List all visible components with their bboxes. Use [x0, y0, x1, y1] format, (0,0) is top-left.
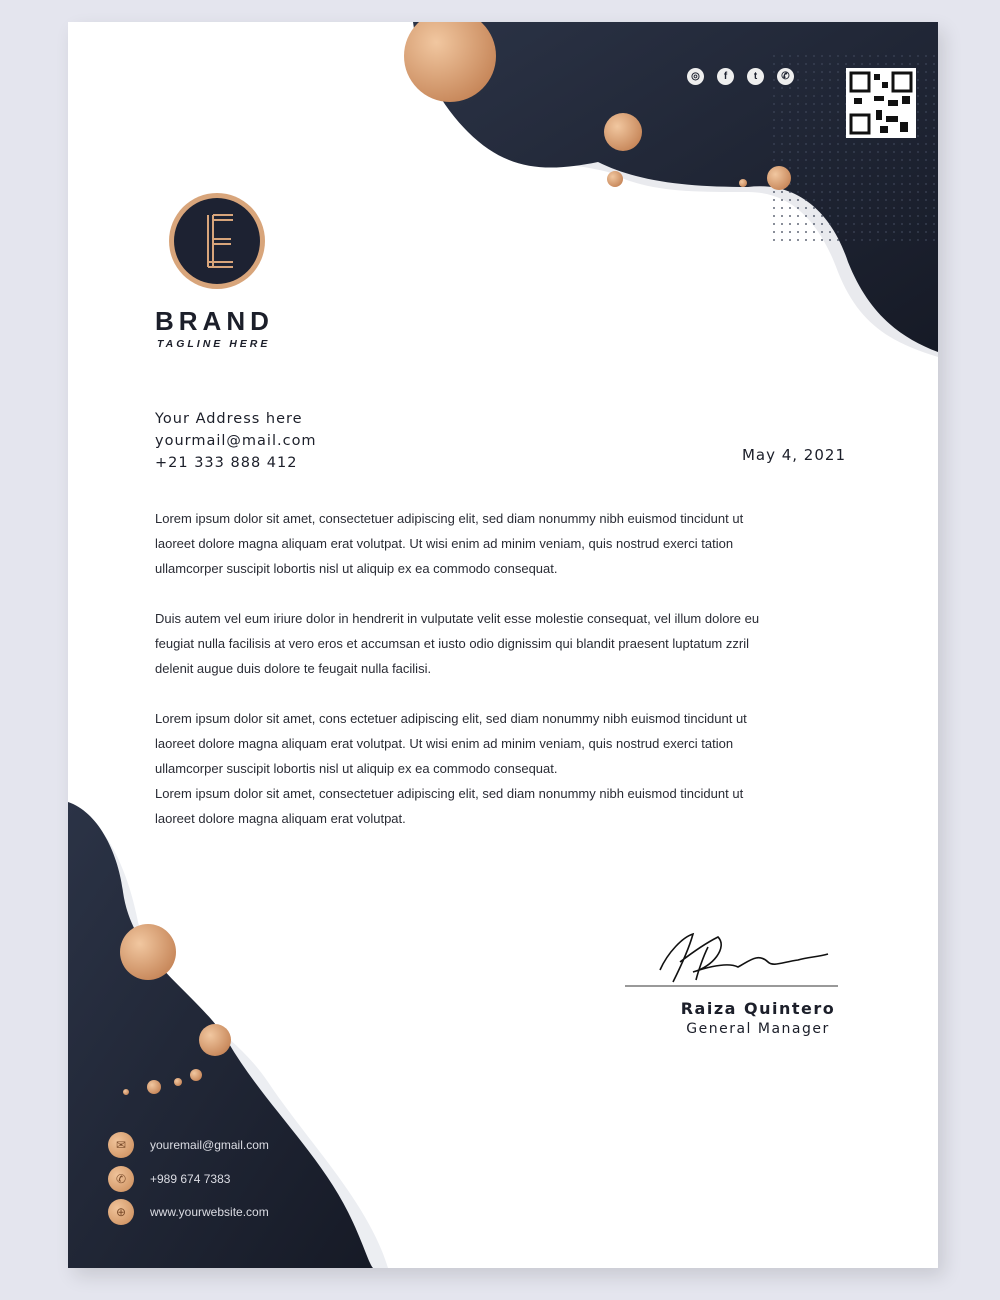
- social-icons: [687, 68, 794, 85]
- signatory-title: General Manager: [686, 1021, 830, 1037]
- signatory-name: Raiza Quintero: [680, 999, 836, 1018]
- body-line: Lorem ipsum dolor sit amet, consectetuer adipiscing elit, sed diam nonummy nibh euismod tincidunt ut: [155, 511, 744, 526]
- footer-website-text[interactable]: www.yourwebsite.com: [150, 1205, 269, 1219]
- footer-website: [108, 1199, 269, 1225]
- body-line: laoreet dolore magna aliquam erat volutpat. Ut wisi enim ad minim veniam, quis nostrud exerci tation: [155, 536, 734, 551]
- body-line: Lorem ipsum dolor sit amet, consectetuer adipiscing elit, sed diam nonummy nibh euismod tincidunt ut: [155, 786, 744, 801]
- paragraph: [155, 606, 855, 681]
- facebook-icon[interactable]: f: [717, 68, 734, 85]
- footer-phone: [108, 1166, 230, 1192]
- brand-name: BRAND: [155, 306, 274, 336]
- body-line: delenit augue duis dolore te feugait nulla facilisi.: [155, 661, 432, 676]
- footer-email-text[interactable]: youremail@gmail.com: [150, 1138, 269, 1152]
- letterhead-page: [68, 22, 938, 1268]
- signature: [660, 934, 828, 982]
- body-line: Lorem ipsum dolor sit amet, cons ectetuer adipiscing elit, sed diam nonummy nibh euismod tincidunt ut: [155, 711, 747, 726]
- sender-address: Your Address here: [155, 411, 303, 427]
- letter-body: [155, 506, 855, 856]
- sender-email: yourmail@mail.com: [155, 433, 317, 449]
- body-line: laoreet dolore magna aliquam erat volutpat. Ut wisi enim ad minim veniam, quis nostrud exerci tation: [155, 736, 734, 751]
- letter-date: May 4, 2021: [741, 446, 846, 464]
- globe-icon: ⊕: [108, 1199, 134, 1225]
- body-line: laoreet dolore magna aliquam erat volutpat.: [155, 811, 406, 826]
- body-line: Duis autem vel eum iriure dolor in hendrerit in vulputate velit esse molestie consequat, vel illum dolore eu: [155, 611, 760, 626]
- qr-code: [846, 68, 916, 138]
- brand-logo: [169, 193, 265, 289]
- footer-phone-text: +989 674 7383: [150, 1172, 231, 1186]
- body-line: ullamcorper suscipit lobortis nisl ut aliquip ex ea commodo consequat.: [155, 561, 558, 576]
- sender-contact: [155, 408, 317, 474]
- phone-icon: ✆: [108, 1166, 134, 1192]
- mail-icon: ✉: [108, 1132, 134, 1158]
- paragraph: [155, 706, 855, 831]
- paragraph: [155, 506, 855, 581]
- whatsapp-icon[interactable]: ✆: [777, 68, 794, 85]
- body-line: feugiat nulla facilisis at vero eros et accumsan et iusto odio dignissim qui blandit praesent luptatum zzril: [155, 636, 749, 651]
- body-line: ullamcorper suscipit lobortis nisl ut aliquip ex ea commodo consequat.: [155, 761, 558, 776]
- instagram-icon[interactable]: ◎: [687, 68, 704, 85]
- brand-tagline: TAGLINE HERE: [157, 338, 271, 350]
- sender-phone: +21 333 888 412: [155, 455, 298, 471]
- footer-email: [108, 1132, 269, 1158]
- twitter-icon[interactable]: t: [747, 68, 764, 85]
